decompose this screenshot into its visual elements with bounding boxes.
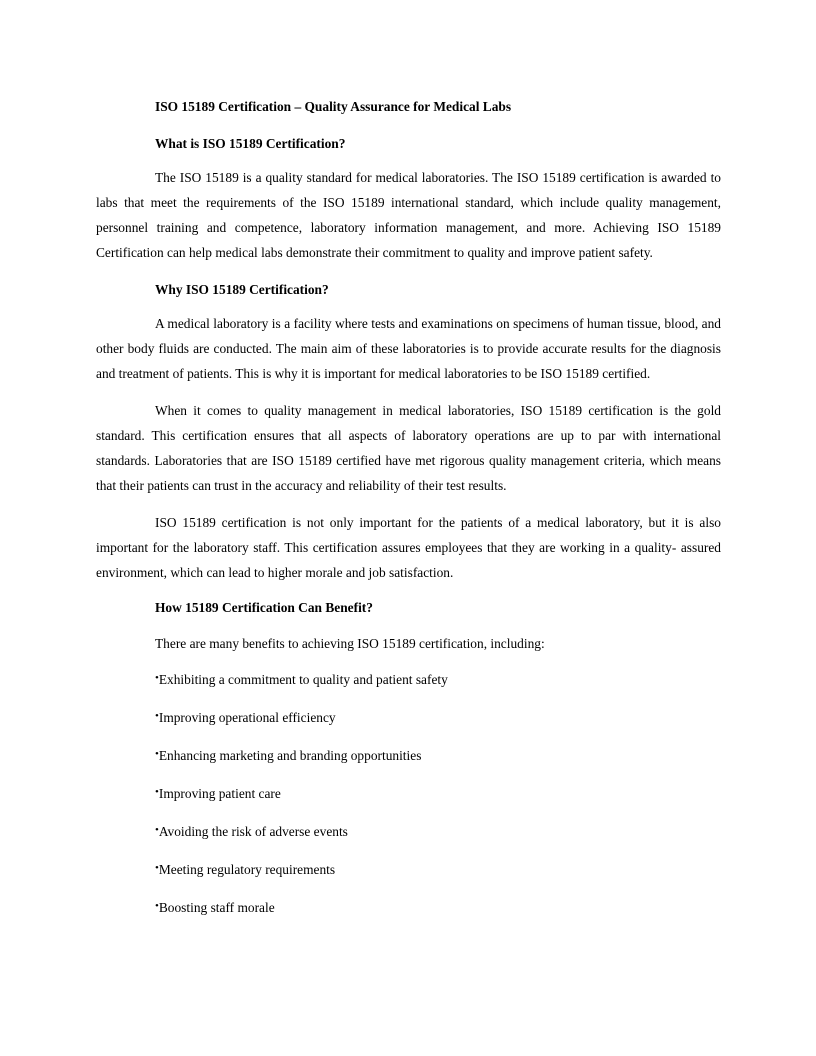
- bullet-icon: •: [155, 672, 159, 684]
- list-item-text: Avoiding the risk of adverse events: [158, 824, 348, 839]
- bullet-icon: •: [155, 786, 159, 798]
- document-page: [96, 96, 721, 917]
- list-item: [96, 748, 721, 765]
- list-item-text: Enhancing marketing and branding opportunities: [158, 748, 422, 763]
- list-item-text: Improving operational efficiency: [158, 710, 336, 725]
- section-heading-how: How 15189 Certification Can Benefit?: [155, 600, 373, 615]
- list-item: [96, 900, 721, 917]
- bullet-icon: •: [155, 748, 159, 760]
- list-item-text: Exhibiting a commitment to quality and patient safety: [158, 672, 448, 687]
- document-title: ISO 15189 Certification – Quality Assurance for Medical Labs: [155, 99, 512, 114]
- paragraph-why-1: A medical laboratory is a facility where tests and examinations on specimens of human tissue, blood, and other body fluids are conducted. The main aim of these laboratories is to provide accurate results for the diagnosis and treatment of patients. This is why it is important for medical laboratories to be ISO 15189 certified.: [96, 316, 721, 381]
- bullet-icon: •: [155, 824, 159, 836]
- list-item: [96, 824, 721, 841]
- benefits-intro: There are many benefits to achieving ISO 15189 certification, including:: [155, 636, 545, 651]
- list-item-text: Improving patient care: [158, 786, 281, 801]
- list-item: [96, 672, 721, 689]
- benefits-list: [96, 672, 721, 917]
- bullet-icon: •: [155, 710, 159, 722]
- section-heading-why: Why ISO 15189 Certification?: [155, 282, 329, 297]
- section-heading-what: What is ISO 15189 Certification?: [155, 136, 346, 151]
- paragraph-what-is: The ISO 15189 is a quality standard for medical laboratories. The ISO 15189 certification is awarded to labs that meet the requirements of the ISO 15189 international standard, which include quality management, personnel training and competence, laboratory information management, and more. Achieving ISO 15189 Certification can help medical labs demonstrate their commitment to quality and improve patient safety.: [96, 170, 721, 260]
- list-item: [96, 710, 721, 727]
- list-item: [96, 862, 721, 879]
- list-item-text: Meeting regulatory requirements: [158, 862, 336, 877]
- bullet-icon: •: [155, 862, 159, 874]
- bullet-icon: •: [155, 900, 159, 912]
- list-item: [96, 786, 721, 803]
- paragraph-why-2: When it comes to quality management in medical laboratories, ISO 15189 certification is the gold standard. This certification ensures that all aspects of laboratory operations are up to par with international standards. Laboratories that are ISO 15189 certified have met rigorous quality management criteria, which means that their patients can trust in the accuracy and reliability of their test results.: [96, 403, 721, 493]
- paragraph-why-3: ISO 15189 certification is not only important for the patients of a medical laboratory, but it is also important for the laboratory staff. This certification assures employees that they are working in a quality- assured environment, which can lead to higher morale and job satisfaction.: [96, 515, 721, 580]
- list-item-text: Boosting staff morale: [158, 900, 275, 915]
